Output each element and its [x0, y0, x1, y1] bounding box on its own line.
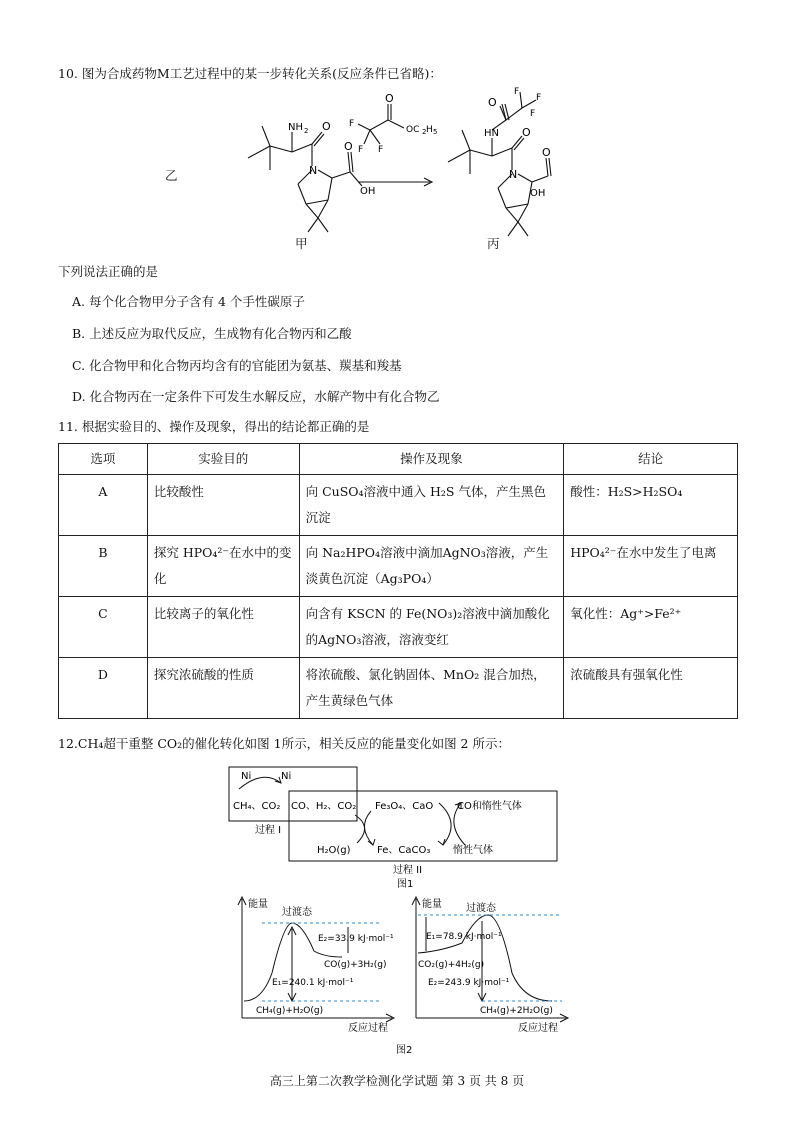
table-row [59, 536, 738, 597]
q11-table [58, 443, 738, 719]
co-inert-label: CO和惰性气体 [457, 801, 522, 812]
svg-text:2: 2 [304, 127, 309, 135]
intermediate-label: CO、H₂、CO₂ [291, 801, 357, 812]
left-ylabel: 能量 [248, 899, 268, 910]
right-reactant-label: CO₂(g)+4H₂(g) [418, 960, 485, 970]
figure-1 [225, 763, 565, 893]
svg-text:O: O [488, 96, 497, 109]
compound-bing-structure [448, 92, 551, 236]
left-product-label: CO(g)+3H₂(g) [324, 960, 387, 970]
svg-text:OH: OH [360, 186, 376, 197]
reagent-label: 乙 [165, 168, 178, 183]
ni-left-label: Ni [241, 771, 252, 782]
compound-jia-label: 甲 [295, 236, 308, 251]
svg-text:O: O [344, 140, 353, 153]
svg-text:H: H [426, 125, 433, 135]
header-option: 选项 [59, 444, 148, 475]
left-ts-label: 过渡态 [282, 907, 312, 918]
q10-option-a: A. 每个化合物甲分子含有 4 个手性碳原子 [72, 294, 305, 309]
left-xlabel: 反应过程 [348, 1023, 388, 1034]
water-label: H₂O(g) [317, 845, 351, 856]
svg-text:2: 2 [422, 128, 427, 136]
cell-operation: 向含有 KSCN 的 Fe(NO₃)₂溶液中滴加酸化的AgNO₃溶液，溶液变红 [299, 597, 564, 658]
cell-purpose: 比较酸性 [147, 475, 299, 536]
svg-text:F: F [530, 109, 536, 119]
svg-text:F: F [514, 87, 520, 97]
left-e1-label: E₁=240.1 kJ·mol⁻¹ [272, 978, 354, 988]
cell-conclusion: 浓硫酸具有强氧化性 [564, 658, 738, 719]
q10-reaction-scheme [230, 86, 560, 256]
process2-label: 过程 II [393, 865, 423, 876]
cell-option: B [59, 536, 148, 597]
figure1-caption: 图1 [397, 879, 414, 890]
q10-option-d: D. 化合物丙在一定条件下可发生水解反应，水解产物中有化合物乙 [72, 389, 440, 404]
page-footer: 高三上第二次教学检测化学试题 第 3 页 共 8 页 [269, 1074, 525, 1088]
ni-right-label: Ni [281, 771, 292, 782]
cell-purpose: 探究 HPO₄²⁻在水中的变化 [147, 536, 299, 597]
reaction-arrow [358, 104, 432, 186]
inert-gas-label: 惰性气体 [453, 845, 493, 856]
header-purpose: 实验目的 [147, 444, 299, 475]
svg-text:F: F [378, 145, 384, 155]
q12-stem: 12.CH₄超干重整 CO₂的催化转化如图 1所示，相关反应的能量变化如图 2 所示： [58, 736, 510, 751]
right-e1-label: E₁=78.9 kJ·mol⁻¹ [426, 932, 502, 942]
q10-option-b: B. 上述反应为取代反应，生成物有化合物丙和乙酸 [72, 326, 352, 341]
cell-option: D [59, 658, 148, 719]
table-row [59, 475, 738, 536]
q11-stem: 11. 根据实验目的、操作及现象，得出的结论都正确的是 [58, 419, 370, 434]
svg-text:N: N [309, 164, 318, 177]
q10-question: 下列说法正确的是 [58, 264, 159, 279]
svg-text:N: N [509, 168, 518, 181]
left-reactant-label: CH₄(g)+H₂O(g) [256, 1006, 324, 1016]
table-header-row [59, 444, 738, 475]
process1-label: 过程 I [255, 825, 282, 836]
svg-text:O: O [385, 92, 394, 105]
svg-text:O: O [542, 146, 551, 159]
svg-text:F: F [349, 119, 355, 129]
figure-2 [232, 893, 572, 1063]
right-ts-label: 过渡态 [466, 903, 496, 914]
cell-conclusion: HPO₄²⁻在水中发生了电离 [564, 536, 738, 597]
header-conclusion: 结论 [564, 444, 738, 475]
svg-text:O: O [522, 126, 531, 139]
left-e2-label: E₂=33.9 kJ·mol⁻¹ [318, 934, 394, 944]
svg-text:O: O [322, 120, 331, 133]
figure2-caption: 图2 [396, 1045, 413, 1056]
cell-conclusion: 氧化性：Ag⁺>Fe²⁺ [564, 597, 738, 658]
table-row [59, 658, 738, 719]
cell-option: A [59, 475, 148, 536]
svg-text:5: 5 [433, 128, 438, 136]
svg-text:F: F [358, 145, 364, 155]
svg-text:HN: HN [484, 128, 499, 139]
fe3o4-cao-label: Fe₃O₄、CaO [375, 801, 434, 812]
cell-purpose: 探究浓硫酸的性质 [147, 658, 299, 719]
right-ylabel: 能量 [422, 899, 442, 910]
q10-option-c: C. 化合物甲和化合物丙均含有的官能团为氨基、羰基和羧基 [72, 358, 402, 373]
header-operation: 操作及现象 [299, 444, 564, 475]
svg-text:OC: OC [406, 125, 420, 135]
reactants-label: CH₄、CO₂ [233, 801, 281, 812]
right-e2-label: E₂=243.9 kJ·mol⁻¹ [428, 978, 510, 988]
q10-stem: 10. 图为合成药物M工艺过程中的某一步转化关系(反应条件已省略)： [58, 66, 442, 81]
table-row [59, 597, 738, 658]
nh2-label-jia: NH [288, 122, 303, 133]
fe-caco3-label: Fe、CaCO₃ [377, 845, 431, 856]
cell-operation: 向 CuSO₄溶液中通入 H₂S 气体，产生黑色沉淀 [299, 475, 564, 536]
cell-purpose: 比较离子的氧化性 [147, 597, 299, 658]
compound-bing-label: 丙 [487, 236, 500, 251]
right-xlabel: 反应过程 [518, 1023, 558, 1034]
cell-operation: 向 Na₂HPO₄溶液中滴加AgNO₃溶液，产生淡黄色沉淀（Ag₃PO₄） [299, 536, 564, 597]
svg-text:OH: OH [530, 188, 546, 199]
cell-operation: 将浓硫酸、氯化钠固体、MnO₂ 混合加热，产生黄绿色气体 [299, 658, 564, 719]
cell-option: C [59, 597, 148, 658]
cell-conclusion: 酸性：H₂S>H₂SO₄ [564, 475, 738, 536]
right-product-label: CH₄(g)+2H₂O(g) [480, 1006, 553, 1016]
svg-text:F: F [536, 93, 542, 103]
